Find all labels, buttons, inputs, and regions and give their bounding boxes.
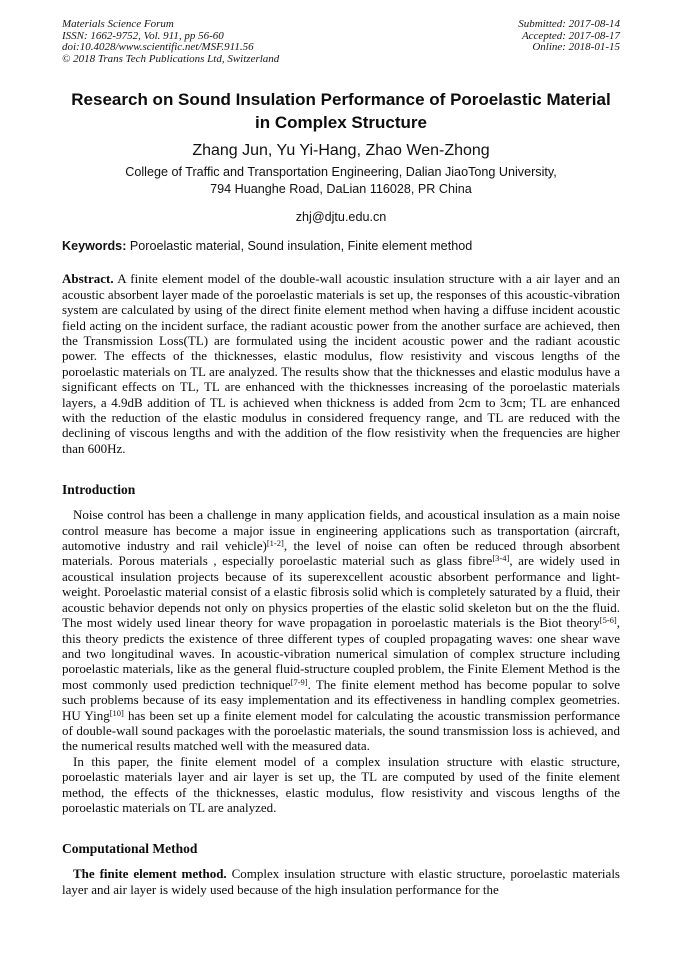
keywords-text: Poroelastic material, Sound insulation, Finite element method [126, 239, 473, 254]
intro-paragraph-1 [62, 507, 620, 754]
journal-info-line: Materials Science Forum [62, 18, 174, 30]
keywords [62, 238, 620, 254]
citation-marker: [1-2] [266, 538, 284, 549]
text-run: , the level of noise can often be reduced through absorbent materials. Porous materials , especially poroelastic material such as glass fibre [62, 538, 620, 569]
affiliation [62, 164, 620, 198]
method-paragraph [62, 866, 620, 897]
citation-marker: [5-6] [599, 615, 617, 626]
citation-marker: [7-9] [290, 676, 308, 687]
text-run: . The finite element method has become popular to solve such problems because of its easy implementation and its effectiveness in handling complex geometries. HU Ying [62, 676, 620, 723]
citation-marker: [3-4] [492, 553, 510, 564]
paper-title-line: Research on Sound Insulation Performance of Poroelastic Material [71, 90, 611, 110]
section-heading-computational-method: Computational Method [62, 841, 198, 857]
journal-info-line: ISSN: 1662-9752, Vol. 911, pp 56-60 [62, 29, 224, 42]
affiliation-line: College of Traffic and Transportation Engineering, Dalian JiaoTong University, [125, 165, 557, 180]
paper-title [62, 88, 620, 134]
journal-info [62, 19, 279, 65]
text-run: Noise control has been a challenge in many application fields, and acoustical insulation as a main noise control measure has become a major issue in engineering applications such as transportation (aircraft, automotive industry and rail vehicle) [62, 507, 620, 554]
submission-date-line: Submitted: 2017-08-14 [518, 18, 620, 30]
method-paragraph-label: The finite element method. [73, 866, 227, 882]
text-run: has been set up a finite element model for calculating the acoustic transmission performance of double-wall sound packages with the poroelastic materials, the sound transmission loss is achieved, and the numerical results matched well with the measured data. [62, 707, 621, 754]
paper-title-line: in Complex Structure [255, 113, 427, 133]
abstract-label: Abstract. [62, 271, 114, 287]
submission-date-line: Accepted: 2017-08-17 [521, 29, 620, 42]
submission-date-line: Online: 2018-01-15 [532, 41, 620, 54]
paper-header [62, 19, 620, 65]
method-paragraph-text: Complex insulation structure with elastic structure, poroelastic materials layer and air layer is widely used because of the high insulation performance for the [62, 866, 620, 897]
affiliation-line: 794 Huanghe Road, DaLian 116028, PR China [210, 182, 472, 197]
journal-info-line: © 2018 Trans Tech Publications Ltd, Switzerland [62, 52, 280, 65]
keywords-label: Keywords: [62, 239, 127, 254]
email-address: zhj@djtu.edu.cn [295, 210, 387, 225]
section-heading-introduction: Introduction [62, 482, 136, 498]
authors: Zhang Jun, Yu Yi-Hang, Zhao Wen-Zhong [192, 142, 490, 160]
text-run: , are widely used in acoustical insulation projects because of its superexcellent acoustic absorbent performance and light-weight. Poroelastic material consist of a elastic fibrosis solid which is completely saturated by a fluid, their acoustic behavior depends not only on physics properties of the elastic solid skeleton but on the the fluid. The most widely used linear theory for wave propagation in poroelastic materials is the Biot theory [62, 553, 620, 631]
abstract-text: A finite element model of the double-wall acoustic insulation structure with a air layer and an acoustic absorbent layer made of the poroelastic materials is set up, the responses of this acoustic-vibration system are calculated by using of the direct finite element method when having a diffuse incident acoustic field acting on the incident surface, the radiant acoustic power from the another surface are achieved, then the Transmission Loss(TL) are formulated using the incident acoustic power and the radiant acoustic power. The effects of the thicknesses, elastic modulus, flow resistivity and viscous lengths of the poroelastic materials on TL are analyzed. The results show that the thicknesses and elastic modulus have a significant effects on TL, TL are enhanced with the thicknesses increasing of the poroelastic materials layers, a 4.9dB addition of TL is achieved when thickness is added from 2cm to 3cm; TL are enhanced with the reduction of the elastic modulus in considered frequency range, and TL are reduced with the declining of viscous lengths and with the addition of the flow resistivity when the frequencies are higher than 600Hz. [62, 271, 620, 456]
abstract [62, 271, 620, 456]
text-run: , this theory predicts the existence of three different types of coupled propagating waves: one shear wave and two longitudinal waves. In acoustic-vibration numerical simulation of complex structure including poroelastic materials, like as the general fluid-structure coupled problem, the Finite Element Method is the most commonly used prediction technique [62, 615, 620, 692]
submission-dates [518, 19, 620, 54]
intro-paragraph-2: In this paper, the finite element model of a complex insulation structure with elastic structure, poroelastic materials layer and air layer is set up, the TL are computed by used of the finite element method, the effects of the thicknesses, elastic modulus, flow resistivity and viscous lengths of the poroelastic materials on TL are analyzed. [62, 753, 620, 815]
citation-marker: [10] [109, 707, 124, 718]
journal-info-line: doi:10.4028/www.scientific.net/MSF.911.56 [62, 41, 254, 54]
